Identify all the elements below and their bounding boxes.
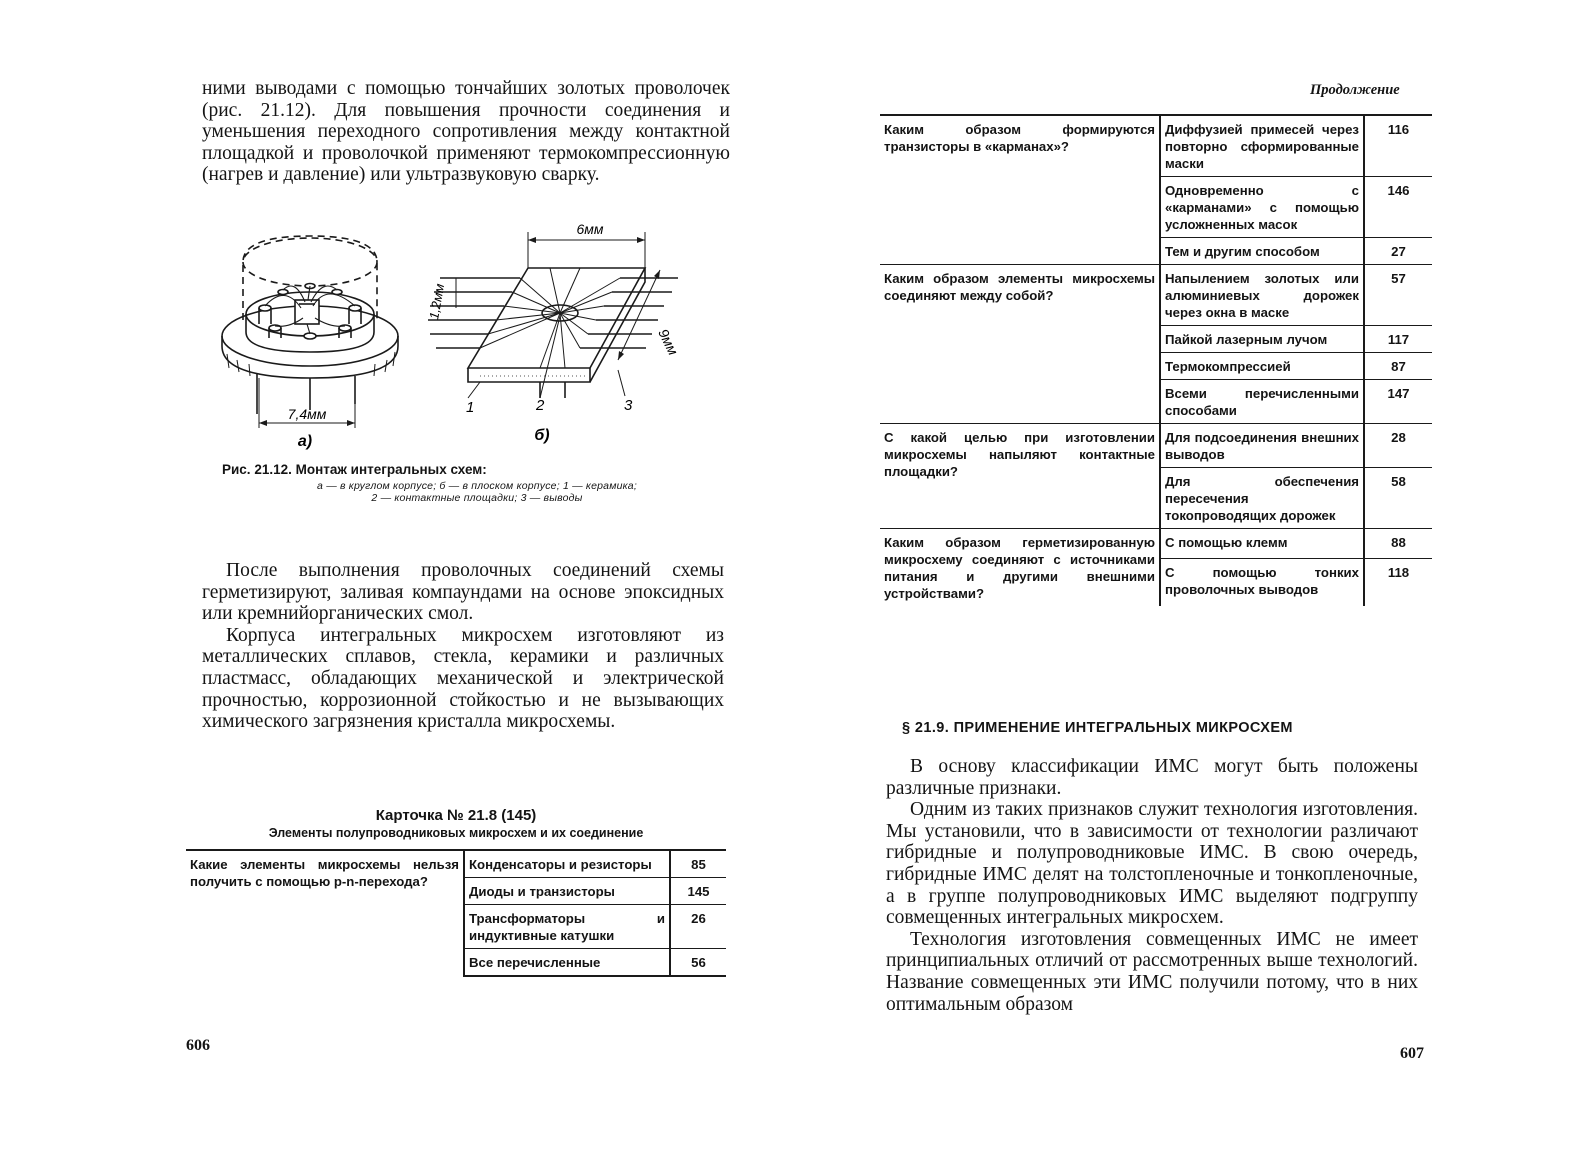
page-number: 606	[186, 1037, 210, 1054]
answer-number: 88	[1364, 529, 1432, 559]
paragraph-top	[202, 78, 730, 186]
figure-round-package	[215, 228, 415, 453]
answer-cell: Для подсоединения внешних выводов	[1160, 424, 1364, 468]
body-text	[886, 756, 1418, 1015]
answer-cell: Пайкой лазерным лучом	[1160, 326, 1364, 353]
paragraph: В основу классификации ИМС могут быть положены различные признаки.	[886, 756, 1418, 799]
answer-cell: Все перечисленные	[464, 949, 670, 977]
question-cell: С какой целью при изготовлении микросхемы напыляют контактные площадки?	[880, 424, 1160, 529]
left-page	[0, 0, 790, 1156]
answer-number: 146	[1364, 177, 1432, 238]
question-cell: Каким образом герметизированную микросхему соединяют с источниками питания и другими внешними устройствами?	[880, 529, 1160, 607]
answer-number: 58	[1364, 468, 1432, 529]
dimension-width-label: 6мм	[576, 221, 604, 237]
answer-number: 26	[670, 905, 726, 949]
paragraph: Одним из таких признаков служит технология изготовления. Мы установили, что в зависимости от технологии различают гибридные и полупроводниковые ИМС. В свою очередь, гибридные ИМС делят на толстопленочные и тонкопленочные, а в группе полупроводниковых ИМС выделяют подгруппу совмещенных интегральных микросхем.	[886, 799, 1418, 929]
answer-number: 87	[1364, 353, 1432, 380]
figure-flat-package	[420, 220, 700, 450]
card-title: Карточка № 21.8 (145)	[375, 807, 537, 824]
card-table	[186, 849, 726, 977]
figure-label-a: а)	[297, 433, 313, 450]
right-page	[790, 0, 1585, 1156]
question-cell: Каким образом элементы микросхемы соединяют между собой?	[880, 265, 1160, 424]
question-cell: Каким образом формируются транзисторы в «карманах»?	[880, 115, 1160, 265]
answer-number: 28	[1364, 424, 1432, 468]
answer-cell: Трансформаторы и индуктивные катушки	[464, 905, 670, 949]
paragraph: Технология изготовления совмещенных ИМС не имеет принципиальных отличий от рассмотренных выше технологий. Название совмещенных эти ИМС получили потому, что в них оптимальным образом	[886, 928, 1418, 1015]
answer-cell: Конденсаторы и резисторы	[464, 850, 670, 878]
dimension-a-label: 7,4мм	[287, 406, 327, 422]
answer-number: 85	[670, 850, 726, 878]
paragraph: После выполнения проволочных соединений схемы герметизируют, заливая компаундами на основе эпоксидных или кремнийорганических смол.	[202, 560, 724, 625]
running-head: Продолжение	[1310, 82, 1400, 98]
paragraph-text: ними выводами с помощью тончайших золотых проволочек (рис. 21.12). Для повышения прочности соединения и уменьшения переходного сопротивления между контактной площадкой и проволочкой применяют термокомпрессионную (нагрев и давление) или ультразвуковую сварку.	[202, 78, 730, 186]
page-number: 607	[1400, 1045, 1424, 1062]
caption-title: Рис. 21.12. Монтаж интегральных схем:	[222, 462, 487, 477]
paragraph: Корпуса интегральных микросхем изготовляют из металлических сплавов, стекла, керамики и различных пластмасс, обладающих механической и электрической прочностью, коррозионной стойкостью и не вызывающих химического загрязнения кристалла микросхемы.	[202, 624, 724, 733]
caption-line: а — в круглом корпусе; б — в плоском корпусе; 1 — керамика;	[317, 480, 637, 492]
answer-number: 116	[1364, 115, 1432, 177]
continuation-table	[880, 114, 1432, 606]
answer-number: 117	[1364, 326, 1432, 353]
answer-number: 56	[670, 949, 726, 977]
dimension-length-label: 9мм	[655, 326, 682, 358]
callout-1: 1	[466, 399, 475, 416]
answer-cell: Термокомпрессией	[1160, 353, 1364, 380]
answer-cell: Одновременно с «карманами» с помощью усложненных масок	[1160, 177, 1364, 238]
callout-3: 3	[624, 397, 633, 414]
callout-2: 2	[536, 397, 545, 414]
body-text	[202, 560, 724, 733]
answer-number: 118	[1387, 564, 1410, 580]
dimension-thickness-label: 1,2мм	[426, 282, 448, 321]
answer-cell: С помощью тонких проволочных выводов	[1160, 558, 1364, 606]
answer-number: 147	[1364, 380, 1432, 424]
answer-cell: Диоды и транзисторы	[464, 878, 670, 905]
caption-line: 2 — контактные площадки; 3 — выводы	[371, 492, 583, 504]
answer-cell: Тем и другим способом	[1160, 238, 1364, 265]
figure-label-b: б)	[534, 427, 550, 444]
question-cell: Какие элементы микросхемы нельзя получить с помощью p-n-перехода?	[186, 850, 464, 976]
answer-cell: Всеми перечисленными способами	[1160, 380, 1364, 424]
figure-caption	[222, 462, 732, 504]
section-title: § 21.9. ПРИМЕНЕНИЕ ИНТЕГРАЛЬНЫХ МИКРОСХЕМ	[902, 720, 1293, 736]
answer-number: 27	[1364, 238, 1432, 265]
answer-cell: Диффузией примесей через повторно сформированные маски	[1160, 115, 1364, 177]
answer-cell: Для обеспечения пересечения токопроводящих дорожек	[1160, 468, 1364, 529]
answer-cell: Напылением золотых или алюминиевых дорожек через окна в маске	[1160, 265, 1364, 326]
answer-cell: С помощью клемм	[1160, 529, 1364, 559]
answer-number: 145	[670, 878, 726, 905]
card-heading	[186, 807, 726, 840]
card-subtitle: Элементы полупроводниковых микросхем и их соединение	[268, 826, 644, 840]
answer-number: 57	[1364, 265, 1432, 326]
